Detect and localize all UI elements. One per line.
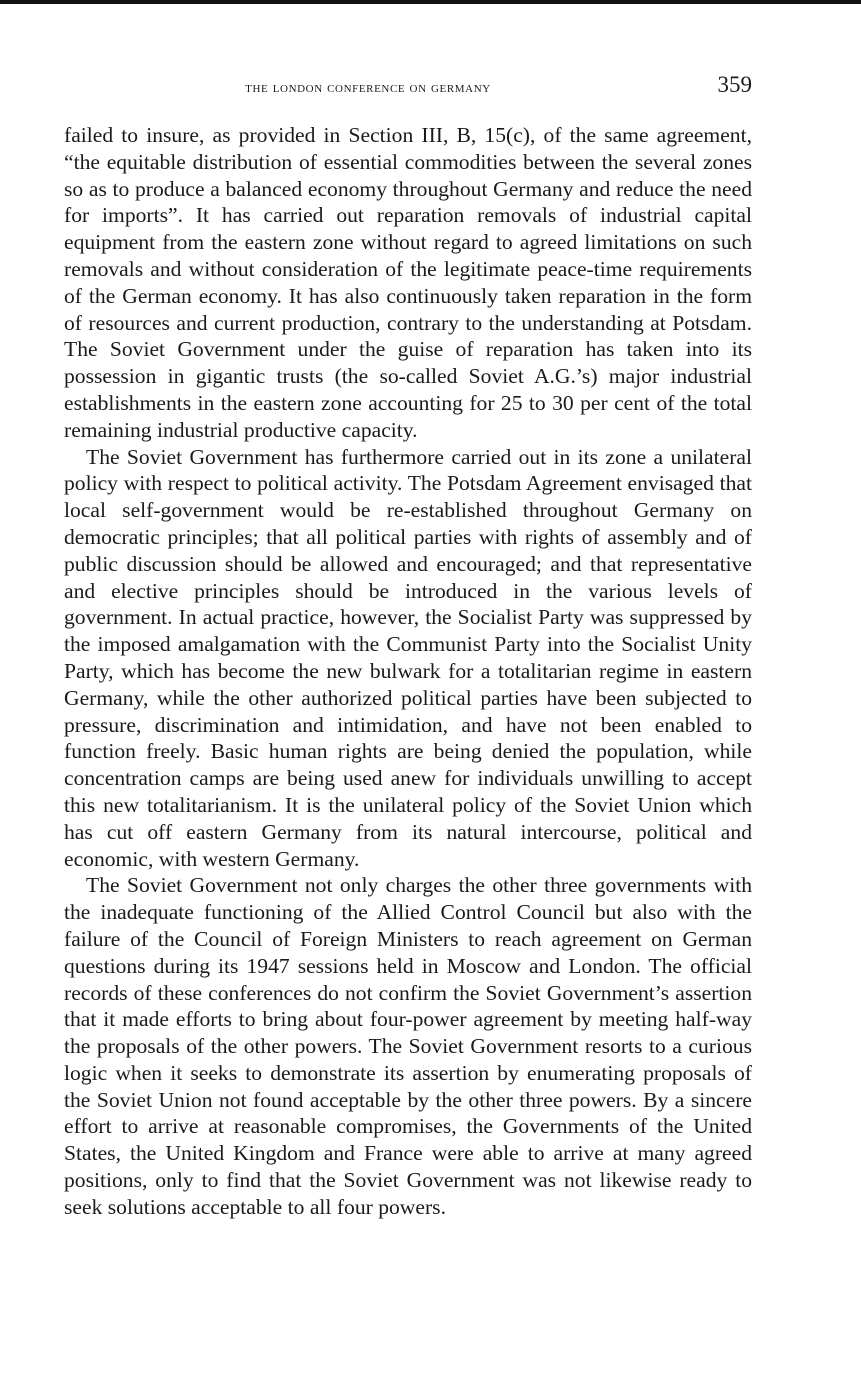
paragraph-council-failure: The Soviet Government not only charges the other three governments with the inadequate functioning of the Allied Control Council but also with the failure of the Council of Foreign Ministers to reach agreement on German questions during its 1947 sessions held in Moscow and London. The official records of these conferences do not confirm the Soviet Government’s assertion that it made efforts to bring about four-power agreement by meeting half-way the proposals of the other powers. The Soviet Government resorts to a curious logic when it seeks to demonstrate its assertion by enumerating proposals of the Soviet Union not found acceptable by the other three powers. By a sincere effort to arrive at reasonable compromises, the Governments of the United States, the United Kingdom and France were able to arrive at many agreed positions, only to find that the Soviet Government was not likewise ready to seek solutions acceptable to all four powers. — [64, 873, 752, 1219]
running-header — [64, 72, 752, 108]
paragraph-political-activity: The Soviet Government has furthermore carried out in its zone a unilateral policy with respect to political activity. The Potsdam Agreement envisaged that local self-government would be re-established throughout Germany on democratic principles; that all political parties with rights of assembly and of public discussion should be allowed and encouraged; and that representative and elective principles should be introduced in the various levels of government. In actual practice, however, the Socialist Party was suppressed by the imposed amalgamation with the Communist Party into the Socialist Unity Party, which has become the new bulwark for a totalitarian regime in eastern Germany, while the other authorized political parties have been subjected to pressure, discrimination and intimidation, and have not been enabled to function freely. Basic human rights are being denied the population, while concentration camps are being used anew for individuals unwilling to accept this new totalitarianism. It is the unilateral policy of the Soviet Union which has cut off eastern Germany from its natural intercourse, political and economic, with western Germany. — [64, 444, 752, 871]
body-text — [64, 122, 752, 1221]
page-number: 359 — [717, 72, 752, 97]
running-title: the london conference on germany — [245, 80, 491, 96]
document-page — [64, 72, 752, 1221]
paragraph-continued: failed to insure, as provided in Section III, B, 15(c), of the same agreement, “the equitable distribution of essential commodities between the several zones so as to produce a balanced economy throughout Germany and reduce the need for imports”. It has carried out reparation removals of industrial capital equipment from the eastern zone without regard to agreed limitations on such removals and without consideration of the legitimate peace-time requirements of the German economy. It has also continuously taken reparation in the form of resources and current production, contrary to the understanding at Potsdam. The Soviet Government under the guise of reparation has taken into its possession in gigantic trusts (the so-called Soviet A.G.’s) major industrial establishments in the eastern zone accounting for 25 to 30 per cent of the total remaining industrial productive capacity. — [64, 123, 752, 442]
top-border-rule — [0, 0, 861, 4]
